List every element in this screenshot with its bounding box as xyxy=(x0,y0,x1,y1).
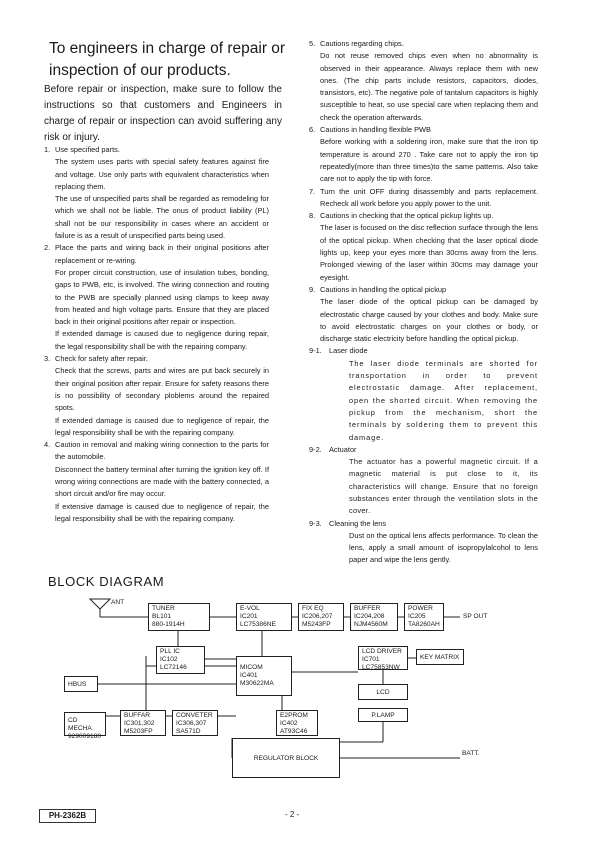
item-title: Cleaning the lens xyxy=(329,518,387,528)
buffer-block: BUFFER IC204,208 NJM4560M xyxy=(350,603,398,631)
item-title: Cautions regarding chips. xyxy=(320,39,404,48)
item-paragraph: Dust on the optical lens affects performance. To clean the lens, apply a small amount of isopropylalcohol to lens paper and wipe the lens gently. xyxy=(349,530,538,565)
list-item: 3. Check for safety after repair. Check that the screws, parts and wires are put back securely in their original position after repair. Ensure for safety reasons there is no possibility of secondary ploblems around the repaired spots. If extended damage is caused due to negligence of repair, the legal responsibility shall be with the repairing company. xyxy=(44,353,269,439)
item-title: Cautions in handling flexible PWB xyxy=(320,125,431,135)
regulator-block: REGULATOR BLOCK xyxy=(232,738,340,778)
item-paragraph: If extended damage is caused due to negligence of repair, the legal responsibility shall be with the repairing company. xyxy=(55,415,269,437)
item-title: Actuator xyxy=(329,444,357,454)
list-item: 6. Cautions in handling flexible PWB Before working with a soldering iron, make sure that the iron tip temperature is around 270 . Take care not to apply the iron tip repeatedly(more than three times)to the same patterns. Also take care not to apply the tip with force. xyxy=(309,124,538,185)
model-number: PH-2362B xyxy=(39,809,96,823)
item-title: Place the parts and wiring back in their original positions after replacement or re-wiring. xyxy=(55,243,269,265)
lcd-driver-block: LCD DRIVER IC701 LC75853NW xyxy=(358,646,408,670)
list-item: 5. Cautions regarding chips. Do not reuse removed chips even when no abnormality is observed in their appearance. Always replace them with new ones. (The chip parts include resistors, capacitors, diodes, transistors, etc). The negative pole of tantalum capacitors is highly susceptible to heat, so use special care when replacing them and check the operation afterwards. xyxy=(309,38,538,124)
micom-block: MICOM IC401 M30622MA xyxy=(236,656,292,696)
cd-mecha-block: CD MECHA 929009180 xyxy=(64,712,106,736)
buffar-block: BUFFAR IC301,302 M5203FP xyxy=(120,710,166,736)
e2prom-block: E2PROM IC402 AT93C46 xyxy=(276,710,318,736)
batt-label: BATT. xyxy=(462,750,480,757)
item-paragraph: Do not reuse removed chips even when no abnormality is observed in their appearance. Always replace them with new ones. (The chip parts include resistors, capacitors, diodes, transistors, etc). The negative pole of tantalum capacitors is highly susceptible to heat, so use special care when replacing them and check the operation afterwards. xyxy=(320,51,538,122)
lcd-block: LCD xyxy=(358,684,408,700)
item-title: Cautions in checking that the optical pickup lights up. xyxy=(320,211,494,221)
fix-eq-block: FIX EQ IC206,207 M5243FP xyxy=(298,603,344,631)
item-paragraph: Before working with a soldering iron, make sure that the iron tip temperature is around 270 . Take care not to apply the iron tip repeatedly(more than three times)to the same patterns. Also take care not to apply the tip with force. xyxy=(320,137,538,184)
p-lamp-block: P.LAMP xyxy=(358,708,408,722)
power-block: POWER IC205 TA8260AH xyxy=(404,603,444,631)
item-paragraph: The laser diode terminals are shorted for transportation in order to prevent electrostatic damage. After replacement, open the shorted circuit. When removing the pickup from the mechanism, short the terminals by soldering them to prevent this damage. xyxy=(349,358,538,442)
item-title: Turn the unit OFF during disassembly and parts replacement. Recheck all work before you apply power to the unit. xyxy=(320,186,538,208)
tuner-block: TUNER BL101 880-1914H xyxy=(148,603,210,631)
item-paragraph: If extended damage is caused due to negligence during repair, the legal responsibility shall be with the repairing company. xyxy=(55,329,269,351)
item-title: Caution in removal and making wiring connection to the parts for the automobile. xyxy=(55,440,269,462)
item-paragraph: The system uses parts with special safety features against fire and voltage. Use only parts with equivalent characteristics when replacing them. xyxy=(55,157,269,191)
page-heading: To engineers in charge of repair or inspection of our products. xyxy=(49,40,286,79)
pll-ic-block: PLL IC IC102 LC72146 xyxy=(156,646,205,674)
conveter-block: CONVETER IC306,307 SA571D xyxy=(172,710,218,736)
evol-block: E-VOL IC201 LC75386NE xyxy=(236,603,292,631)
item-paragraph: If extensive damage is caused due to negligence of repair, the legal responsibility shall be with the repairing company. xyxy=(55,501,269,523)
list-item: 2. Place the parts and wiring back in their original positions after replacement or re-wiring. For proper circuit construction, use of insulation tubes, bonding, gaps to PWB, etc, is involved. The wiring connection and routing to the PWB are specially planned using clamps to keep away from heated and high voltage parts. Ensure that they are placed back in their original positions after repair or inspection. If extended damage is caused due to negligence during repair, the legal responsibility shall be with the repairing company. xyxy=(44,242,269,353)
item-paragraph: For proper circuit construction, use of insulation tubes, bonding, gaps to PWB, etc, is involved. The wiring connection and routing to the PWB are specially planned using clamps to keep away from heated and high voltage parts. Ensure that they are placed back in their original positions after repair or inspection. xyxy=(55,267,269,327)
item-title: Laser diode xyxy=(329,346,368,356)
item-paragraph: The use of unspecified parts shall be regarded as remodeling for which we shall not be liable. The onus of product liability (PL) shall not be our responsibility in cases where an accident or failure is as a result of unspecified parts being used. xyxy=(55,194,269,241)
antenna-icon xyxy=(90,599,110,609)
list-item: 1. Use specified parts. The system uses parts with special safety features against fire and voltage. Use only parts with equivalent characteristics when replacing them. The use of unspecified parts shall be regarded as remodeling for which we shall not be liable. The onus of product liability (PL) shall not be our responsibility in cases where an accident or failure is as a result of unspecified parts being used. xyxy=(44,144,269,242)
item-paragraph: Disconnect the battery terminal after turning the ignition key off. If wrong wiring connections are made with the battery connected, a short circuit and/or fire may occur. xyxy=(55,464,269,499)
item-title: Cautions in handling the optical pickup xyxy=(320,284,447,294)
list-item: 7. Turn the unit OFF during disassembly and parts replacement. Recheck all work before you apply power to the unit. xyxy=(309,186,538,211)
list-item: 8. Cautions in checking that the optical pickup lights up. The laser is focused on the disc reflection surface through the lens of the optical pickup. When checking that the laser optical diode lights up, keep your eyes more than 30cms away from the lens. Prolonged viewing of the laser within 30cms may damage your eyesight. xyxy=(309,210,538,284)
key-matrix-block: KEY MATRIX xyxy=(416,649,464,665)
item-paragraph: The laser diode of the optical pickup can be damaged by electrostatic charge caused by your clothes and body. Make sure to avoid electrostatic charges on your clothes or body, or discharge static electricity before handling the optical pickup. xyxy=(320,297,538,344)
list-item: 9. Cautions in handling the optical pickup The laser diode of the optical pickup can be damaged by electrostatic charge caused by your clothes and body. Make sure to avoid electrostatic charges on your clothes or body, or discharge static electricity before handling the optical pickup. xyxy=(309,284,538,345)
item-title: Use specified parts. xyxy=(55,145,120,154)
sp-out-label: SP OUT xyxy=(463,613,488,620)
block-diagram-title: BLOCK DIAGRAM xyxy=(48,574,165,589)
item-paragraph: The laser is focused on the disc reflection surface through the lens of the optical pickup. When checking that the laser optical diode lights up, keep your eyes more than 30cms away from the lens. Prolonged viewing of the laser within 30cms may damage your eyesight. xyxy=(320,223,538,282)
item-paragraph: Check that the screws, parts and wires are put back securely in their original position after repair. Ensure for safety reasons there is no possibility of secondary ploblems around the repaired spots. xyxy=(55,366,269,413)
list-item: 4. Caution in removal and making wiring connection to the parts for the automobile. Disconnect the battery terminal after turning the ignition key off. If wrong wiring connections are made with the battery connected, a short circuit and/or fire may occur. If extensive damage is caused due to negligence of repair, the legal responsibility shall be with the repairing company. xyxy=(44,439,269,525)
page-number: - 2 - xyxy=(285,810,300,819)
sub-list-item: 9-3. Cleaning the lens Dust on the optical lens affects performance. To clean the lens, apply a small amount of isopropylalcohol to lens paper and wipe the lens gently. xyxy=(309,518,538,567)
item-paragraph: The actuator has a powerful magnetic circuit. If a magnetic material is put close to it, its characteristics will change. Ensure that no foreign substances enter through the ventilation slots in the cover. xyxy=(349,457,538,516)
item-title: Check for safety after repair. xyxy=(55,354,148,364)
ant-label: ANT xyxy=(111,599,125,606)
sub-list-item: 9-1. Laser diode The laser diode terminals are shorted for transportation in order to prevent electrostatic damage. After replacement, open the shorted circuit. When removing the pickup from the mechanism, short the terminals by soldering them to prevent this damage. xyxy=(309,345,538,443)
intro-paragraph: Before repair or inspection, make sure to follow the instructions so that customers and Engineers in charge of repair or inspection can avoid suffering any risk or injury. xyxy=(44,84,282,143)
sub-list-item: 9-2. Actuator The actuator has a powerful magnetic circuit. If a magnetic material is put close to it, its characteristics will change. Ensure that no foreign substances enter through the ventilation slots in the cover. xyxy=(309,444,538,518)
hbus-block: HBUS xyxy=(64,676,98,692)
